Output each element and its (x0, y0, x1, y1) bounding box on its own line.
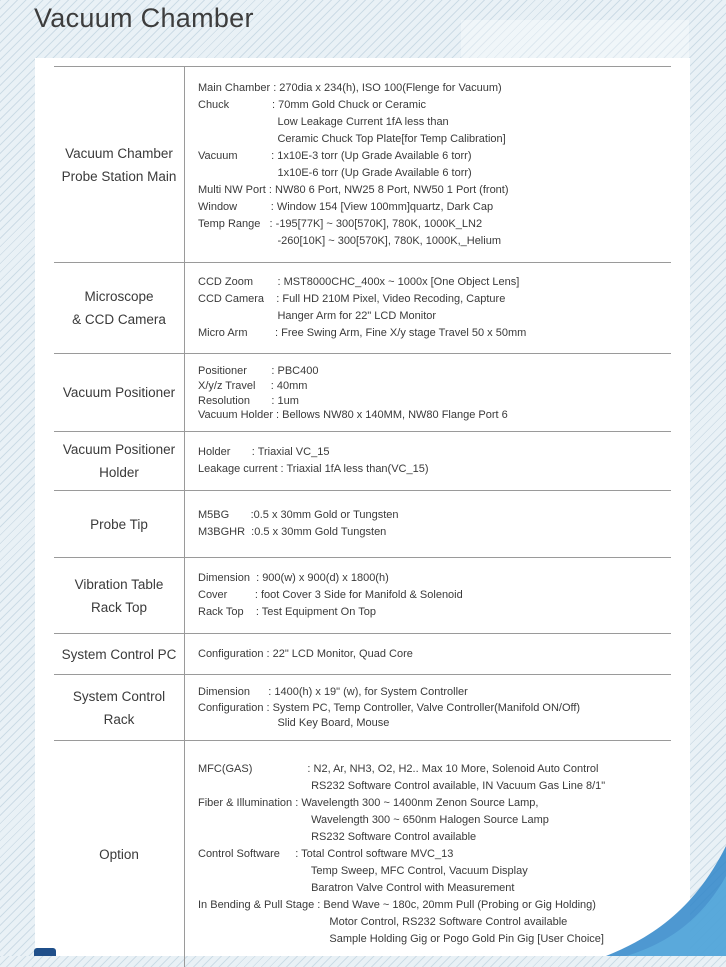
spec-line: Chuck : 70mm Gold Chuck or Ceramic (198, 98, 427, 111)
spec-line: Rack Top : Test Equipment On Top (198, 606, 376, 618)
spec-row (54, 558, 671, 634)
spec-row (54, 675, 671, 741)
spec-line: Window : Window 154 [View 100mm]quartz, Dark Cap (198, 200, 494, 213)
spec-line: Ceramic Chuck Top Plate[for Temp Calibration] (198, 132, 506, 145)
spec-line: Leakage current : Triaxial 1fA less than(VC_15) (198, 463, 429, 475)
spec-details (185, 354, 671, 431)
spec-category-line: & CCD Camera (72, 312, 166, 327)
spec-line: Micro Arm : Free Swing Arm, Fine X/y stage Travel 50 x 50mm (198, 327, 527, 339)
spec-line: In Bending & Pull Stage : Bend Wave ~ 180c, 20mm Pull (Probing or Gig Holding) (198, 898, 596, 911)
spec-row (54, 741, 671, 967)
spec-category-label (54, 634, 185, 674)
spec-line: CCD Camera : Full HD 210M Pixel, Video Recoding, Capture (198, 293, 506, 305)
spec-table (54, 66, 671, 967)
spec-line: Slid Key Board, Mouse (198, 717, 390, 730)
spec-details (185, 263, 671, 353)
spec-row (54, 354, 671, 432)
spec-line: Control Software : Total Control software MVC_13 (198, 847, 454, 860)
spec-category-label (54, 263, 185, 353)
spec-category-line: Vacuum Chamber (65, 145, 173, 161)
spec-line: Sample Holding Gig or Pogo Gold Pin Gig [User Choice] (198, 932, 604, 945)
spec-line: X/y/z Travel : 40mm (198, 379, 308, 392)
spec-line: Vacuum : 1x10E-3 torr (Up Grade Available 6 torr) (198, 149, 472, 162)
spec-row (54, 634, 671, 675)
spec-line: -260[10K] ~ 300[570K], 780K, 1000K,_Helium (198, 234, 501, 247)
spec-category-label (54, 67, 185, 262)
spec-line: Fiber & Illumination : Wavelength 300 ~ 1400nm Zenon Source Lamp, (198, 796, 539, 809)
spec-details (185, 675, 671, 740)
spec-category-line: System Control PC (61, 646, 177, 662)
spec-line: Vacuum Holder : Bellows NW80 x 140MM, NW80 Flange Port 6 (198, 409, 508, 422)
logo-mark-icon (34, 948, 56, 956)
spec-line: Hanger Arm for 22" LCD Monitor (198, 310, 437, 322)
spec-line: Low Leakage Current 1fA less than (198, 115, 449, 128)
spec-category-line: Vacuum Positioner (62, 442, 176, 457)
spec-line: Baratron Valve Control with Measurement (198, 881, 515, 894)
spec-details (185, 432, 671, 490)
spec-line: Multi NW Port : NW80 6 Port, NW25 8 Port, NW50 1 Port (front) (198, 183, 509, 196)
spec-details (185, 67, 671, 262)
spec-category-label (54, 354, 185, 431)
spec-category-label (54, 741, 185, 967)
spec-row (54, 263, 671, 354)
spec-details (185, 634, 671, 674)
spec-category-line: Holder (99, 465, 139, 480)
spec-category-line: Vibration Table (74, 576, 164, 592)
spec-line: Motor Control, RS232 Software Control available (198, 915, 568, 928)
spec-line: Temp Range : -195[77K] ~ 300[570K], 780K, 1000K_LN2 (198, 217, 483, 230)
spec-row (54, 66, 671, 263)
spec-line: M3BGHR :0.5 x 30mm Gold Tungsten (198, 526, 387, 538)
spec-line: Wavelength 300 ~ 650nm Halogen Source Lamp (198, 813, 549, 826)
spec-line: M5BG :0.5 x 30mm Gold or Tungsten (198, 509, 399, 521)
spec-row (54, 432, 671, 491)
corner-decoration (606, 846, 726, 956)
spec-line: Dimension : 1400(h) x 19" (w), for System Controller (198, 686, 468, 698)
spec-category-label (54, 491, 185, 557)
spec-category-line: Microscope (84, 289, 154, 304)
spec-category-label (54, 675, 185, 740)
company-logo (34, 946, 56, 956)
spec-details (185, 741, 671, 967)
spec-category-line: Probe Tip (90, 516, 148, 532)
spec-category-line: Probe Station Main (61, 168, 177, 184)
spec-line: RS232 Software Control available, IN Vacuum Gas Line 8/1" (198, 779, 606, 792)
spec-category-label (54, 558, 185, 633)
spec-details (185, 558, 671, 633)
spec-line: Resolution : 1um (198, 394, 299, 407)
spec-line: Positioner : PBC400 (198, 365, 319, 377)
spec-line: Dimension : 900(w) x 900(d) x 1800(h) (198, 572, 389, 584)
spec-details (185, 491, 671, 557)
spec-line: MFC(GAS) : N2, Ar, NH3, O2, H2.. Max 10 More, Solenoid Auto Control (198, 762, 599, 775)
spec-panel (35, 58, 690, 956)
spec-category-line: Rack Top (90, 599, 147, 615)
spec-category-label (54, 432, 185, 490)
spec-line: Temp Sweep, MFC Control, Vacuum Display (198, 864, 528, 877)
page-title: Vacuum Chamber (34, 3, 254, 33)
spec-category-line: Rack (103, 711, 135, 727)
spec-line: Configuration : System PC, Temp Controller, Valve Controller(Manifold ON/Off) (198, 701, 581, 714)
spec-line: Main Chamber : 270dia x 234(h), ISO 100(Flenge for Vacuum) (198, 81, 502, 94)
spec-line: CCD Zoom : MST8000CHC_400x ~ 1000x [One Object Lens] (198, 276, 520, 288)
spec-line: RS232 Software Control available (198, 830, 477, 843)
spec-row (54, 491, 671, 558)
spec-line: Configuration : 22" LCD Monitor, Quad Core (198, 647, 413, 660)
spec-category-line: Option (99, 846, 139, 862)
spec-line: Holder : Triaxial VC_15 (198, 446, 330, 458)
spec-category-line: Vacuum Positioner (62, 385, 176, 400)
spec-category-line: System Control (72, 688, 166, 704)
spec-line: Cover : foot Cover 3 Side for Manifold & Solenoid (198, 589, 463, 601)
spec-line: 1x10E-6 torr (Up Grade Available 6 torr) (198, 166, 472, 179)
